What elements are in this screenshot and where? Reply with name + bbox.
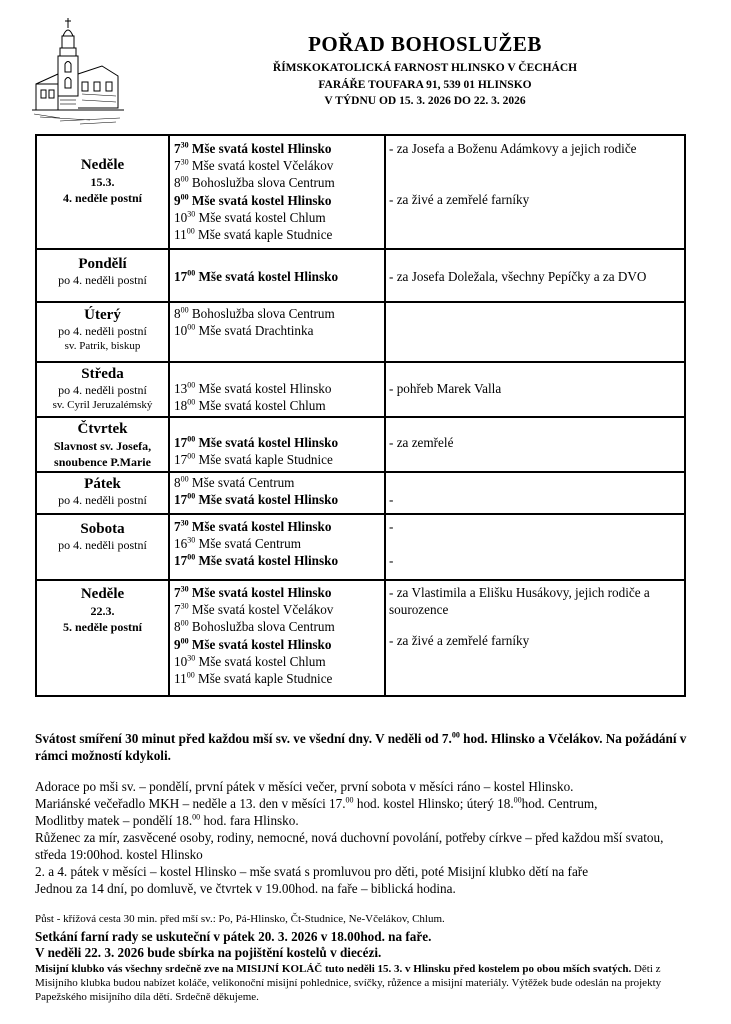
day-date: 22.3. <box>90 604 115 618</box>
schedule-table <box>35 134 686 697</box>
day-name: Pondělí <box>78 256 127 272</box>
confession-note: Svátost smíření 30 minut před každou mší sv. ve všední dny. V neděli od 7.00 hod. Hlinsko a Včelákov. Na požádání v rámci možností kdykoli. <box>35 730 687 763</box>
intention-line: - <box>389 553 394 569</box>
mass-line: $10^{00}$ Mše svatá Drachtinka <box>174 322 314 339</box>
klubko-details: Děti z Misijního klubka budou nabízet koláče, velikonoční misijní pohlednice, svíčky, růžence a misijní materiály. Výtěžek bude odeslán na projekty Papežského misijního díla dětí. Srdečně děkujeme. <box>35 963 662 1003</box>
day-name: Úterý <box>84 307 121 323</box>
day-name: Pátek <box>84 476 121 492</box>
day-saint: sv. Cyril Jeruzalémský <box>52 399 153 411</box>
mass-cell <box>169 362 385 417</box>
day-name: Neděle <box>80 157 125 173</box>
day-cell <box>36 580 169 696</box>
intention-cell <box>385 472 685 514</box>
church-logo <box>30 16 126 128</box>
mass-line: $7^{30}$ Mše svatá kostel Včelákov <box>174 601 334 618</box>
mass-cell <box>169 417 385 472</box>
adoration-note: Adorace po mši sv. – pondělí, první pátek v měsíci večer, první sobota v měsíci ráno – kostel Hlinsko. <box>35 779 574 794</box>
mass-line: $7^{30}$ Mše svatá kostel Včelákov <box>174 157 334 174</box>
intention-line: - za Vlastimila a Elišku Husákovy, jejich rodiče a sourozence <box>389 585 650 618</box>
day-row-wednesday <box>36 362 685 417</box>
intention-line: - za živé a zemřelé farníky <box>389 192 530 208</box>
weekly-notes <box>35 778 690 897</box>
mass-cell <box>169 135 385 249</box>
day-row-sunday-2 <box>36 580 685 696</box>
bible-note: Jednou za 14 dní, po domluvě, ve čtvrtek v 19.00hod. na faře – biblická hodina. <box>35 881 456 896</box>
collection-note: V neděli 22. 3. 2026 bude sbírka na pojištění kostelů v diecézi. <box>35 945 382 960</box>
mass-line: $17^{00}$ Mše svatá kostel Hlinsko <box>174 491 339 508</box>
intention-cell <box>385 362 685 417</box>
mass-line: $8^{00}$ Mše svatá Centrum <box>174 474 295 490</box>
intention-line: - pohřeb Marek Valla <box>389 381 502 396</box>
mass-line: $7^{30}$ Mše svatá kostel Hlinsko <box>174 584 332 600</box>
day-name: Sobota <box>80 521 125 537</box>
mass-line: $17^{00}$ Mše svatá kostel Hlinsko <box>174 268 339 284</box>
intention-line: - za živé a zemřelé farníky <box>389 633 530 649</box>
day-cell <box>36 249 169 302</box>
mass-line: $11^{00}$ Mše svatá kaple Studnice <box>174 670 333 687</box>
day-feast: snoubence P.Marie <box>54 455 151 469</box>
day-subtitle: po 4. neděli postní <box>58 493 147 507</box>
day-cell <box>36 362 169 417</box>
intention-line: - <box>389 492 394 507</box>
mass-line: $9^{00}$ Mše svatá kostel Hlinsko <box>174 636 332 652</box>
klubko-note <box>35 962 690 1004</box>
mass-line: $17^{00}$ Mše svatá kostel Hlinsko <box>174 553 339 569</box>
mass-line: $8^{00}$ Bohoslužba slova Centrum <box>174 175 335 191</box>
intention-line: - <box>389 519 394 534</box>
day-subtitle: po 4. neděli postní <box>58 273 147 287</box>
mass-line: $16^{30}$ Mše svatá Centrum <box>174 535 302 552</box>
mass-line: $17^{00}$ Mše svatá kostel Hlinsko <box>174 434 339 450</box>
day-subtitle: po 4. neděli postní <box>58 324 147 338</box>
intention-cell <box>385 249 685 302</box>
intention-line: - za zemřelé <box>389 435 454 450</box>
day-row-sunday-1 <box>36 135 685 249</box>
mass-line: $11^{00}$ Mše svatá kaple Studnice <box>174 226 333 243</box>
day-subtitle: po 4. neděli postní <box>58 383 147 397</box>
day-row-tuesday <box>36 302 685 362</box>
mass-line: $18^{00}$ Mše svatá kostel Chlum <box>174 397 326 414</box>
mass-cell <box>169 249 385 302</box>
mass-cell <box>169 514 385 580</box>
fridays-note: 2. a 4. pátek v měsíci – kostel Hlinsko – mše svatá s promluvou pro děti, poté Misijní klubko dětí na faře <box>35 864 589 879</box>
day-cell <box>36 514 169 580</box>
day-name: Středa <box>81 366 124 382</box>
mass-line: $17^{00}$ Mše svatá kaple Studnice <box>174 451 333 468</box>
day-row-saturday <box>36 514 685 580</box>
mass-cell <box>169 472 385 514</box>
mass-line: $13^{00}$ Mše svatá kostel Hlinsko <box>174 380 332 396</box>
parish-address: FARÁŘE TOUFARA 91, 539 01 HLINSKO <box>318 79 532 91</box>
day-row-friday <box>36 472 685 514</box>
day-name: Neděle <box>80 586 125 602</box>
intention-cell <box>385 580 685 696</box>
klubko-invite: Misijní klubko vás všechny srdečně zve na MISIJNÍ KOLÁČ tuto neděli 15. 3. v Hlinsku před kostelem po obou mších svatých. <box>35 963 632 975</box>
mass-cell <box>169 302 385 362</box>
mass-line: $7^{30}$ Mše svatá kostel Hlinsko <box>174 518 332 534</box>
day-cell <box>36 472 169 514</box>
day-cell <box>36 135 169 249</box>
mass-line: $10^{30}$ Mše svatá kostel Chlum <box>174 209 326 225</box>
day-subtitle: 4. neděle postní <box>62 191 142 205</box>
day-row-monday <box>36 249 685 302</box>
intention-line: - za Josefa a Boženu Adámkovy a jejich rodiče <box>389 141 637 156</box>
intention-line: - za Josefa Doležala, všechny Pepíčky a za DVO <box>389 269 647 284</box>
mothers-note: Modlitby matek – pondělí 18.00 hod. fara Hlinsko. <box>35 812 299 828</box>
lent-note: Půst - křížová cesta 30 min. před mší sv.: Po, Pá-Hlinsko, Čt-Studnice, Ne-Včelákov, Chlum. <box>35 913 445 925</box>
council-note: Setkání farní rady se uskuteční v pátek 20. 3. 2026 v 18.00hod. na faře. <box>35 929 432 944</box>
mass-cell <box>169 580 385 696</box>
day-saint: sv. Patrik, biskup <box>64 340 141 352</box>
intention-cell <box>385 417 685 472</box>
mass-line: $8^{00}$ Bohoslužba slova Centrum <box>174 305 335 321</box>
day-cell <box>36 417 169 472</box>
day-subtitle: 5. neděle postní <box>62 620 142 634</box>
parish-name: ŘÍMSKOKATOLICKÁ FARNOST HLINSKO V ČECHÁCH <box>272 62 578 74</box>
mass-line: $10^{30}$ Mše svatá kostel Chlum <box>174 653 326 669</box>
day-name: Čtvrtek <box>77 421 128 437</box>
day-row-thursday <box>36 417 685 472</box>
mass-line: $7^{30}$ Mše svatá kostel Hlinsko <box>174 140 332 156</box>
mkh-note: Mariánské večeřadlo MKH – neděle a 13. den v měsíci 17.00 hod. kostel Hlinsko; úterý 18.00hod. Centrum, <box>35 795 598 811</box>
day-date: 15.3. <box>90 175 115 189</box>
intention-cell <box>385 135 685 249</box>
intention-cell <box>385 514 685 580</box>
announcements <box>35 929 690 961</box>
mass-line: $9^{00}$ Mše svatá kostel Hlinsko <box>174 192 332 208</box>
day-subtitle: po 4. neděli postní <box>58 538 147 552</box>
week-range: V TÝDNU OD 15. 3. 2026 DO 22. 3. 2026 <box>324 95 526 107</box>
intention-cell <box>385 302 685 362</box>
mass-line: $8^{00}$ Bohoslužba slova Centrum <box>174 619 335 635</box>
page-title: POŘAD BOHOSLUŽEB <box>308 32 542 56</box>
rosary-note: Růženec za mír, zasvěcené osoby, rodiny, nemocné, nová duchovní povolání, potřeby církve – před každou mší svatou, středa 19:00hod. kostel Hlinsko <box>35 830 664 862</box>
day-feast: Slavnost sv. Josefa, <box>53 439 152 453</box>
day-cell <box>36 302 169 362</box>
